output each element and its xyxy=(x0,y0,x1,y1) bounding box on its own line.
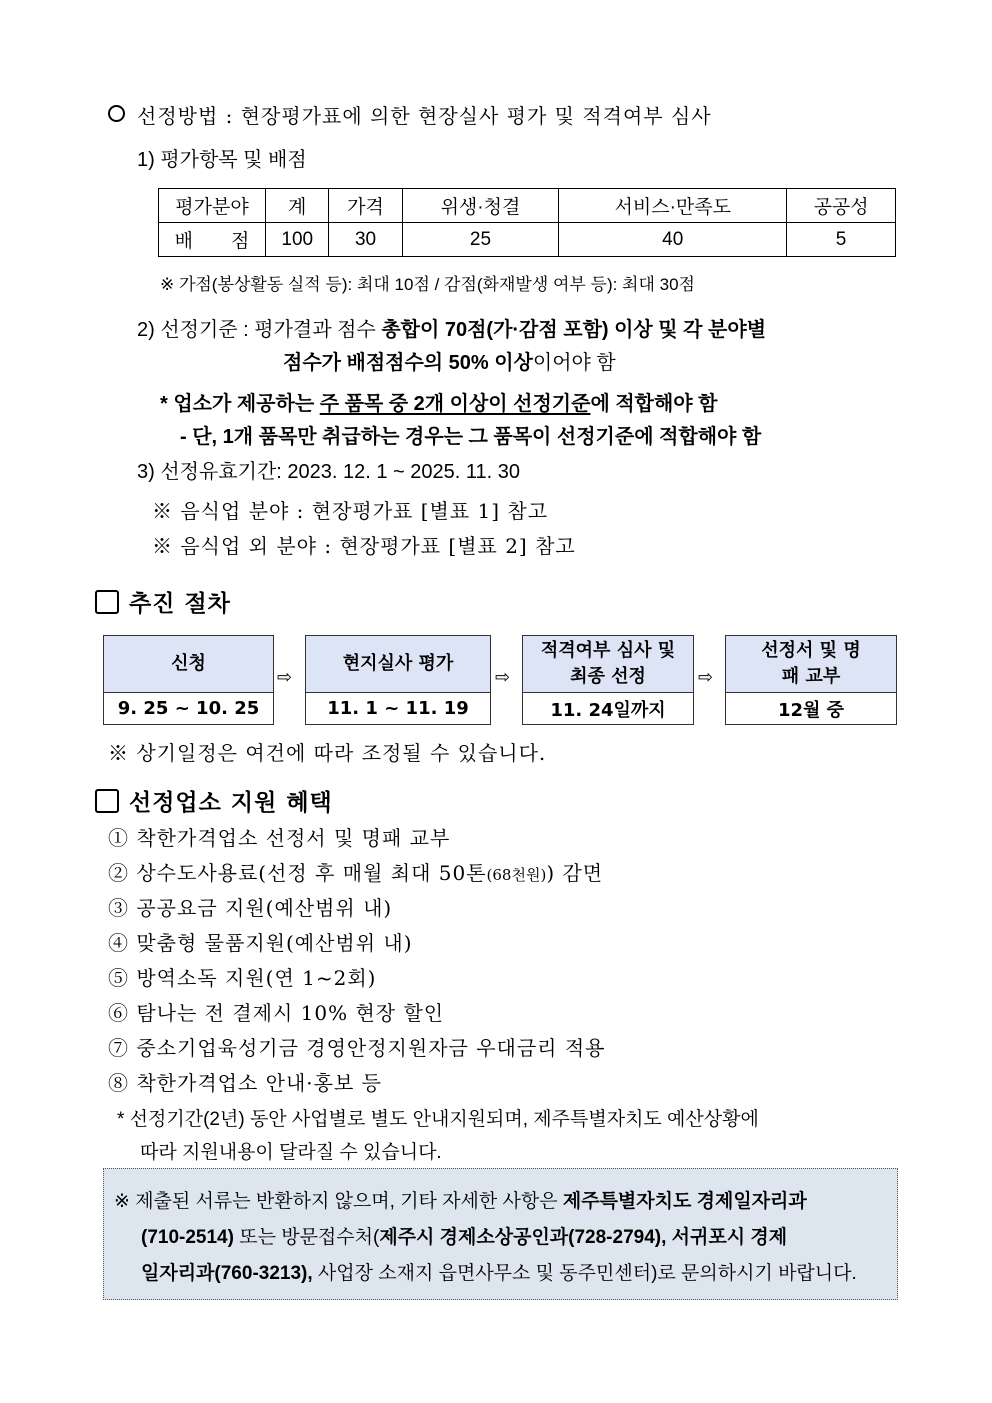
notice-line-1 xyxy=(114,1186,807,1213)
note-text: * 업소가 제공하는 xyxy=(160,393,320,415)
flow-step-date: 12월 중 xyxy=(726,693,896,724)
table-cell: 평가분야 xyxy=(159,189,266,223)
notice-text: 사업장 소재지 읍면사무소 및 동주민센터)로 문의하시기 바랍니다. xyxy=(312,1263,857,1284)
section-title-text: 선정업소 지원 혜택 xyxy=(129,790,333,816)
table-cell: 25 xyxy=(402,223,559,257)
schedule-note: ※ 상기일정은 여건에 따라 조정될 수 있습니다. xyxy=(108,741,547,765)
item-small-text: (68천원) xyxy=(486,866,547,884)
criteria-emphasis: 총합이 70점(가·감점 포함) 이상 및 각 분야별 xyxy=(381,319,767,341)
underlined-text: 주 품목 중 2개 이상이 선정기준 xyxy=(319,393,591,415)
item-text: 공공요금 지원(예산범위 내) xyxy=(136,896,393,920)
item-number: ⑥ xyxy=(108,1001,129,1025)
table-cell: 40 xyxy=(559,223,787,257)
single-item-note: - 단, 1개 품목만 취급하는 경우는 그 품목이 선정기준에 적합해야 함 xyxy=(180,426,762,448)
item-number: ⑦ xyxy=(108,1036,129,1060)
table-cell: 공공성 xyxy=(787,189,896,223)
table-cell: 100 xyxy=(266,223,329,257)
notice-emphasis: 제주시 경제소상공인과(728-2794), 서귀포시 경제 xyxy=(379,1227,788,1248)
item-number: ⑧ xyxy=(108,1071,129,1095)
contact-notice-box xyxy=(103,1168,898,1300)
benefit-item xyxy=(108,857,603,886)
table-cell: 가격 xyxy=(329,189,402,223)
table-row xyxy=(159,223,896,257)
criteria-label: 2) 선정기준 : 평가결과 점수 xyxy=(137,319,382,341)
notice-emphasis: (710-2514) xyxy=(141,1227,234,1248)
item-number: ⑤ xyxy=(108,966,129,990)
evaluation-score-table xyxy=(158,188,896,257)
right-arrow-icon: ⇨ xyxy=(277,667,293,688)
benefit-item xyxy=(108,1032,605,1061)
item-number: ② xyxy=(108,861,129,885)
flow-step-3 xyxy=(522,635,694,725)
benefit-item xyxy=(108,892,392,921)
reference-note-1: ※ 음식업 분야 : 현장평가표 [별표 1] 참고 xyxy=(152,499,549,523)
flow-step-title: 신청 xyxy=(104,636,273,693)
table-cell: 5 xyxy=(787,223,896,257)
notice-text: 또는 방문접수처( xyxy=(233,1227,380,1248)
table-cell: 배 점 xyxy=(159,223,266,257)
item-number: ① xyxy=(108,826,129,850)
criteria-suffix: 이어야 함 xyxy=(532,352,616,374)
validity-period: 3) 선정유효기간: 2023. 12. 1 ~ 2025. 11. 30 xyxy=(137,461,520,483)
item-requirement-note xyxy=(160,387,718,416)
item-text: 착한가격업소 안내·홍보 등 xyxy=(136,1071,382,1095)
table-cell: 30 xyxy=(329,223,402,257)
section-title-text: 추진 절차 xyxy=(129,591,231,617)
item-text: 맞춤형 물품지원(예산범위 내) xyxy=(136,931,413,955)
table-header-row xyxy=(159,189,896,223)
section-title-benefits xyxy=(95,784,333,817)
item-text: 착한가격업소 선정서 및 명패 교부 xyxy=(136,826,451,850)
flow-step-date: 9. 25 ~ 10. 25 xyxy=(104,693,273,724)
right-arrow-icon: ⇨ xyxy=(495,667,511,688)
item-text: 방역소독 지원(연 1~2회) xyxy=(136,966,377,990)
note-text: 에 적합해야 함 xyxy=(590,393,718,415)
notice-text: ※ 제출된 서류는 반환하지 않으며, 기타 자세한 사항은 xyxy=(114,1191,563,1212)
flow-step-1 xyxy=(103,635,274,725)
reference-note-2: ※ 음식업 외 분야 : 현장평가표 [별표 2] 참고 xyxy=(152,534,576,558)
benefit-item xyxy=(108,997,444,1026)
notice-emphasis: 일자리과(760-3213), xyxy=(141,1263,313,1284)
item-text: ) 감면 xyxy=(546,861,604,885)
item-text: 탐나는 전 결제시 10% 현장 할인 xyxy=(136,1001,445,1025)
flow-step-2 xyxy=(305,635,491,725)
criteria-line-2 xyxy=(283,346,616,375)
criteria-line-1 xyxy=(137,313,766,342)
flow-step-title: 선정서 및 명패 교부 xyxy=(726,636,896,693)
right-arrow-icon: ⇨ xyxy=(698,667,714,688)
flow-step-title: 적격여부 심사 및 최종 선정 xyxy=(523,636,693,693)
square-bullet-icon xyxy=(95,789,119,813)
table-cell: 서비스·만족도 xyxy=(559,189,787,223)
flow-step-date: 11. 1 ~ 11. 19 xyxy=(306,693,490,724)
flow-step-4 xyxy=(725,635,897,725)
selection-method-text: 선정방법 : 현장평가표에 의한 현장실사 평가 및 적격여부 심사 xyxy=(137,104,712,128)
evaluation-heading: 1) 평가항목 및 배점 xyxy=(137,149,307,171)
circle-bullet-icon xyxy=(108,105,125,122)
notice-emphasis: 제주특별자치도 경제일자리과 xyxy=(562,1191,807,1212)
benefit-item xyxy=(108,962,376,991)
item-number: ③ xyxy=(108,896,129,920)
selection-method xyxy=(108,100,712,129)
item-text: 중소기업육성기금 경영안정지원자금 우대금리 적용 xyxy=(136,1036,606,1060)
flow-step-title: 현지실사 평가 xyxy=(306,636,490,693)
item-number: ④ xyxy=(108,931,129,955)
benefit-item xyxy=(108,927,413,956)
table-cell: 위생·청결 xyxy=(402,189,559,223)
benefits-note-line-1: * 선정기간(2년) 동안 사업별로 별도 안내지원되며, 제주특별자치도 예산상황에 xyxy=(117,1109,759,1130)
notice-line-2 xyxy=(141,1222,787,1249)
notice-line-3 xyxy=(141,1258,857,1285)
square-bullet-icon xyxy=(95,590,119,614)
benefit-item xyxy=(108,822,450,851)
benefits-note-line-2: 따라 지원내용이 달라질 수 있습니다. xyxy=(140,1142,442,1163)
flow-step-date: 11. 24일까지 xyxy=(523,693,693,724)
criteria-emphasis: 점수가 배점점수의 50% 이상 xyxy=(283,352,533,374)
bonus-penalty-note: ※ 가점(봉상활동 실적 등): 최대 10점 / 감점(화재발생 여부 등): 최대 30점 xyxy=(160,275,695,294)
section-title-procedure xyxy=(95,585,231,618)
table-cell: 계 xyxy=(266,189,329,223)
benefit-item xyxy=(108,1067,382,1096)
item-text: 상수도사용료(선정 후 매월 최대 50톤 xyxy=(136,861,487,885)
